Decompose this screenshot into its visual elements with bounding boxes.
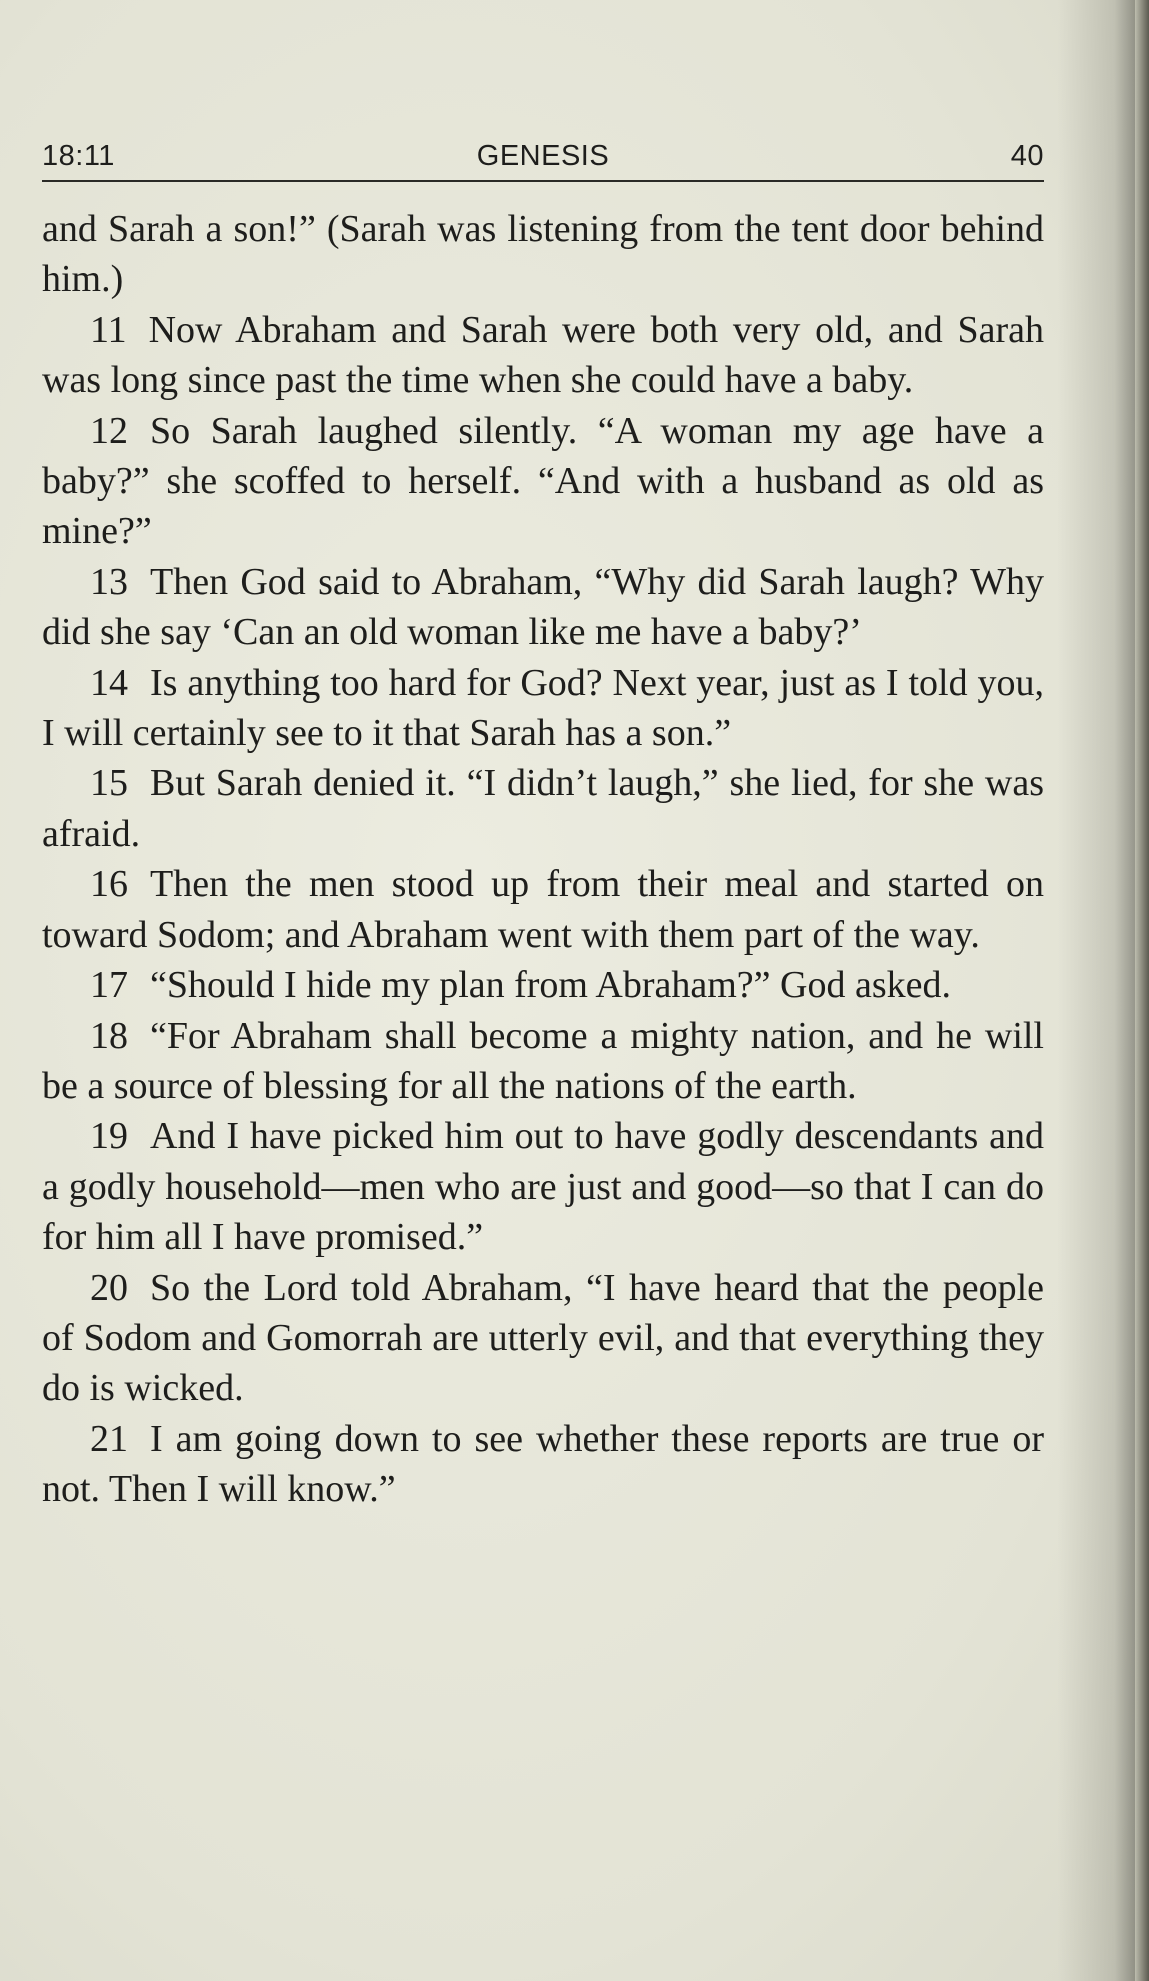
verse-text: So the Lord told Abraham, “I have heard that the people of Sodom and Gomorrah are utterly evil, and that everything they do is wicked. (42, 1266, 1044, 1410)
verse-text: I am going down to see whether these reports are true or not. Then I will know.” (42, 1417, 1044, 1511)
verse-paragraph (42, 1011, 1044, 1112)
verse-text: Then God said to Abraham, “Why did Sarah laugh? Why did she say ‘Can an old woman like me have a baby?’ (42, 560, 1044, 654)
verse-paragraph (42, 960, 1044, 1010)
verse-paragraph (42, 305, 1044, 406)
verse-number: 16 (90, 863, 128, 906)
verse-number: 15 (90, 762, 128, 805)
spine-shadow (1135, 0, 1149, 1981)
verse-paragraph (42, 758, 1044, 859)
verse-number: 18 (90, 1014, 128, 1057)
opening-paragraph: and Sarah a son!” (Sarah was listening from the tent door behind him.) (42, 208, 1044, 301)
verse-text: Then the men stood up from their meal and started on toward Sodom; and Abraham went with them part of the way. (42, 863, 1044, 956)
verse-paragraph (42, 557, 1044, 658)
verse-text: Now Abraham and Sarah were both very old, and Sarah was long since past the time when she could have a baby. (42, 308, 1044, 402)
verse-paragraph (42, 859, 1044, 960)
header-rule (42, 180, 1044, 182)
verse-number: 19 (90, 1115, 128, 1158)
verse-text: And I have picked him out to have godly descendants and a godly household—men who are just and good—so that I can do for him all I have promised.” (42, 1115, 1044, 1259)
verse-text: Is anything too hard for God? Next year, just as I told you, I will certainly see to it that Sarah has a son.” (42, 661, 1044, 755)
verse-number: 12 (90, 409, 128, 452)
verse-number: 21 (90, 1417, 128, 1460)
page-number: 40 (1010, 140, 1044, 172)
verse-number: 13 (90, 560, 128, 603)
verse-paragraph (42, 1263, 1044, 1414)
verse-paragraph (42, 406, 1044, 557)
verse-text: “For Abraham shall become a mighty nation, and he will be a source of blessing for all the nations of the earth. (42, 1014, 1044, 1107)
verse-text: “Should I hide my plan from Abraham?” God asked. (150, 964, 951, 1007)
running-header (42, 140, 1044, 180)
verse-number: 14 (90, 661, 128, 704)
verse-paragraph (42, 1111, 1044, 1262)
verse-paragraph (42, 1414, 1044, 1515)
verse-text: So Sarah laughed silently. “A woman my age have a baby?” she scoffed to herself. “And with a husband as old as mine?” (42, 409, 1044, 553)
verse-paragraph (42, 658, 1044, 759)
verse-number: 11 (90, 308, 127, 351)
verse-number: 17 (90, 964, 128, 1007)
verse-text: But Sarah denied it. “I didn’t laugh,” she lied, for she was afraid. (42, 762, 1044, 855)
body-text (42, 204, 1044, 1515)
verse-number: 20 (90, 1266, 128, 1309)
book-title: GENESIS (476, 140, 610, 172)
chapter-verse-reference: 18:11 (42, 140, 115, 172)
